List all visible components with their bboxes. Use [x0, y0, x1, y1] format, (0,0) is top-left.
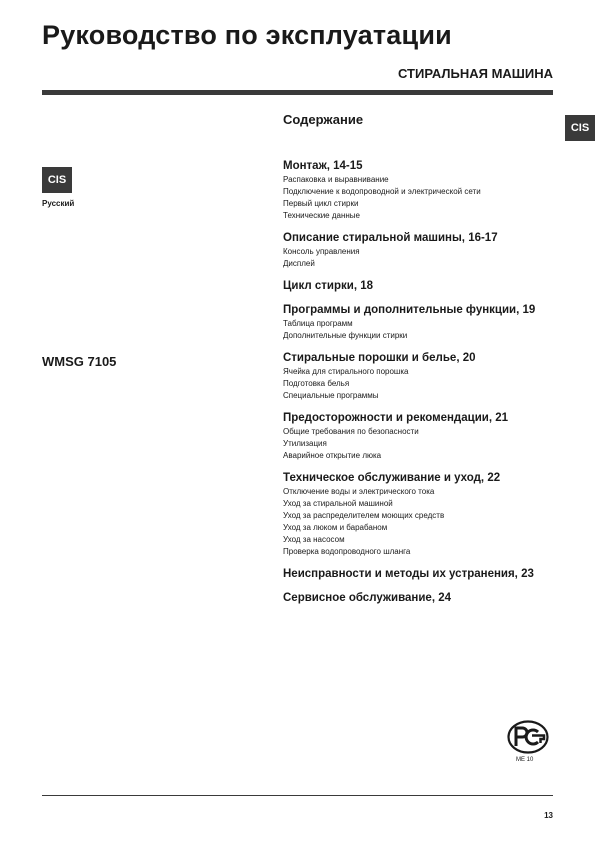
- toc-section-title: Сервисное обслуживание, 24: [283, 592, 452, 604]
- model-number: WMSG 7105: [42, 354, 117, 369]
- header-divider: [42, 90, 553, 95]
- toc-section: [283, 591, 583, 606]
- toc-section-title: Предосторожности и рекомендации, 21: [283, 412, 509, 424]
- toc-subitem: Отключение воды и электрического тока: [283, 487, 435, 496]
- toc-section: [283, 303, 583, 342]
- language-name: Русский: [42, 199, 75, 208]
- toc-section: [283, 351, 583, 402]
- toc-section: [283, 471, 583, 558]
- toc-subitem: Распаковка и выравнивание: [283, 175, 389, 184]
- toc-subitem: Подключение к водопроводной и электрической сети: [283, 187, 481, 196]
- toc-section-title: Неисправности и методы их устранения, 23: [283, 568, 534, 580]
- toc-section: [283, 567, 583, 582]
- toc-section-title: Техническое обслуживание и уход, 22: [283, 472, 501, 484]
- toc-section: [283, 231, 583, 270]
- rst-certification-icon: [507, 720, 549, 754]
- toc-section-title: Стиральные порошки и белье, 20: [283, 352, 476, 364]
- toc-subitem: Аварийное открытие люка: [283, 451, 382, 460]
- toc-subitem: Уход за стиральной машиной: [283, 499, 393, 508]
- language-badge: CIS: [42, 167, 72, 193]
- toc-section-title: Цикл стирки, 18: [283, 280, 373, 292]
- language-side-tab: CIS: [565, 115, 595, 141]
- document-title: Руководство по эксплуатации: [42, 20, 452, 50]
- toc-section-title: Монтаж, 14-15: [283, 160, 363, 172]
- document-subtitle: СТИРАЛЬНАЯ МАШИНА: [397, 66, 553, 81]
- toc-subitem: Утилизация: [283, 439, 327, 448]
- toc-section: [283, 159, 583, 222]
- toc-subitem: Подготовка белья: [283, 379, 350, 388]
- table-of-contents: [283, 159, 583, 615]
- toc-subitem: Ячейка для стирального порошка: [283, 367, 409, 376]
- toc-subitem: Общие требования по безопасности: [283, 427, 419, 436]
- certification-code: ME 10: [516, 757, 534, 763]
- toc-subitem: Проверка водопроводного шланга: [283, 547, 411, 556]
- page-number: 13: [544, 811, 553, 820]
- toc-subitem: Первый цикл стирки: [283, 199, 359, 208]
- toc-section: [283, 411, 583, 462]
- toc-subitem: Уход за распределителем моющих средств: [283, 511, 445, 520]
- toc-section-title: Программы и дополнительные функции, 19: [283, 304, 536, 316]
- toc-subitem: Дополнительные функции стирки: [283, 331, 408, 340]
- toc-section-title: Описание стиральной машины, 16-17: [283, 232, 498, 244]
- toc-subitem: Таблица программ: [283, 319, 353, 328]
- toc-subitem: Технические данные: [283, 211, 361, 220]
- toc-subitem: Уход за насосом: [283, 535, 345, 544]
- toc-heading: Содержание: [283, 112, 364, 127]
- toc-subitem: Уход за люком и барабаном: [283, 523, 388, 532]
- toc-subitem: Дисплей: [283, 259, 315, 268]
- footer-divider: [42, 795, 553, 796]
- toc-section: [283, 279, 583, 294]
- toc-subitem: Консоль управления: [283, 247, 360, 256]
- toc-subitem: Специальные программы: [283, 391, 379, 400]
